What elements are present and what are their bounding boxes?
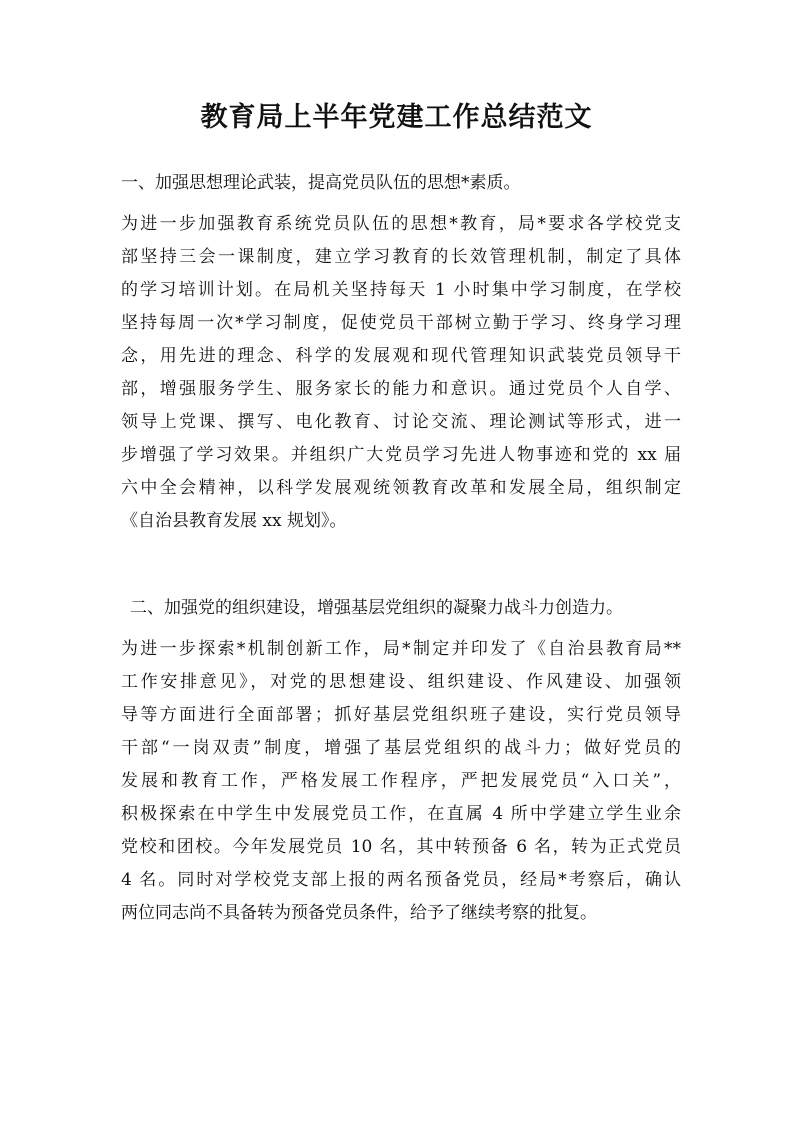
paragraph-line: 工作安排意见》，对党的思想建设、组织建设、作风建设、加强领: [121, 672, 681, 692]
paragraph-line: 领导上党课、撰写、电化教育、讨论交流、理论测试等形式，进一: [121, 412, 681, 432]
paragraph-line: 六中全会精神，以科学发展观统领教育改革和发展全局，组织制定: [121, 478, 681, 498]
paragraph-line: 两位同志尚不具备转为预备党员条件，给予了继续考察的批复。: [121, 903, 597, 923]
paragraph-line: 积极探索在中学生中发展党员工作，在直属 4 所中学建立学生业余: [121, 804, 681, 824]
paragraph-line: 党校和团校。今年发展党员 10 名，其中转预备 6 名，转为正式党员: [121, 837, 681, 857]
paragraph-line: 4 名。同时对学校党支部上报的两名预备党员，经局*考察后，确认: [121, 870, 681, 890]
section-paragraph-2: [121, 633, 681, 930]
paragraph-line: 步增强了学习效果。并组织广大党员学习先进人物事迹和党的 xx 届: [121, 445, 681, 465]
paragraph-line: 的学习培训计划。在局机关坚持每天 1 小时集中学习制度，在学校: [121, 280, 681, 300]
document-title: 教育局上半年党建工作总结范文: [200, 102, 593, 133]
paragraph-line: 坚持每周一次*学习制度，促使党员干部树立勤于学习、终身学习理: [121, 313, 681, 333]
paragraph-line: 为进一步探索*机制创新工作，局*制定并印发了《自治县教育局**: [121, 639, 681, 659]
paragraph-line: 部，增强服务学生、服务家长的能力和意识。通过党员个人自学、: [121, 379, 681, 399]
paragraph-line: 发展和教育工作，严格发展工作程序，严把发展党员“入口关”，: [121, 771, 681, 791]
paragraph-line: 念，用先进的理念、科学的发展观和现代管理知识武装党员领导干: [121, 346, 681, 366]
paragraph-line: 导等方面进行全面部署；抓好基层党组织班子建设，实行党员领导: [121, 705, 681, 725]
paragraph-line: 《自治县教育发展 xx 规划》。: [121, 511, 347, 531]
paragraph-line: 部坚持三会一课制度，建立学习教育的长效管理机制，制定了具体: [121, 247, 681, 267]
section-paragraph-1: [121, 208, 681, 538]
section-heading-2: 二、加强党的组织建设，增强基层党组织的凝聚力战斗力创造力。: [130, 598, 623, 618]
paragraph-line: 为进一步加强教育系统党员队伍的思想*教育，局*要求各学校党支: [121, 214, 681, 234]
paragraph-line: 干部“一岗双责”制度，增强了基层党组织的战斗力；做好党员的: [121, 738, 681, 758]
section-heading-1: 一、加强思想理论武装，提高党员队伍的思想*素质。: [121, 173, 521, 193]
